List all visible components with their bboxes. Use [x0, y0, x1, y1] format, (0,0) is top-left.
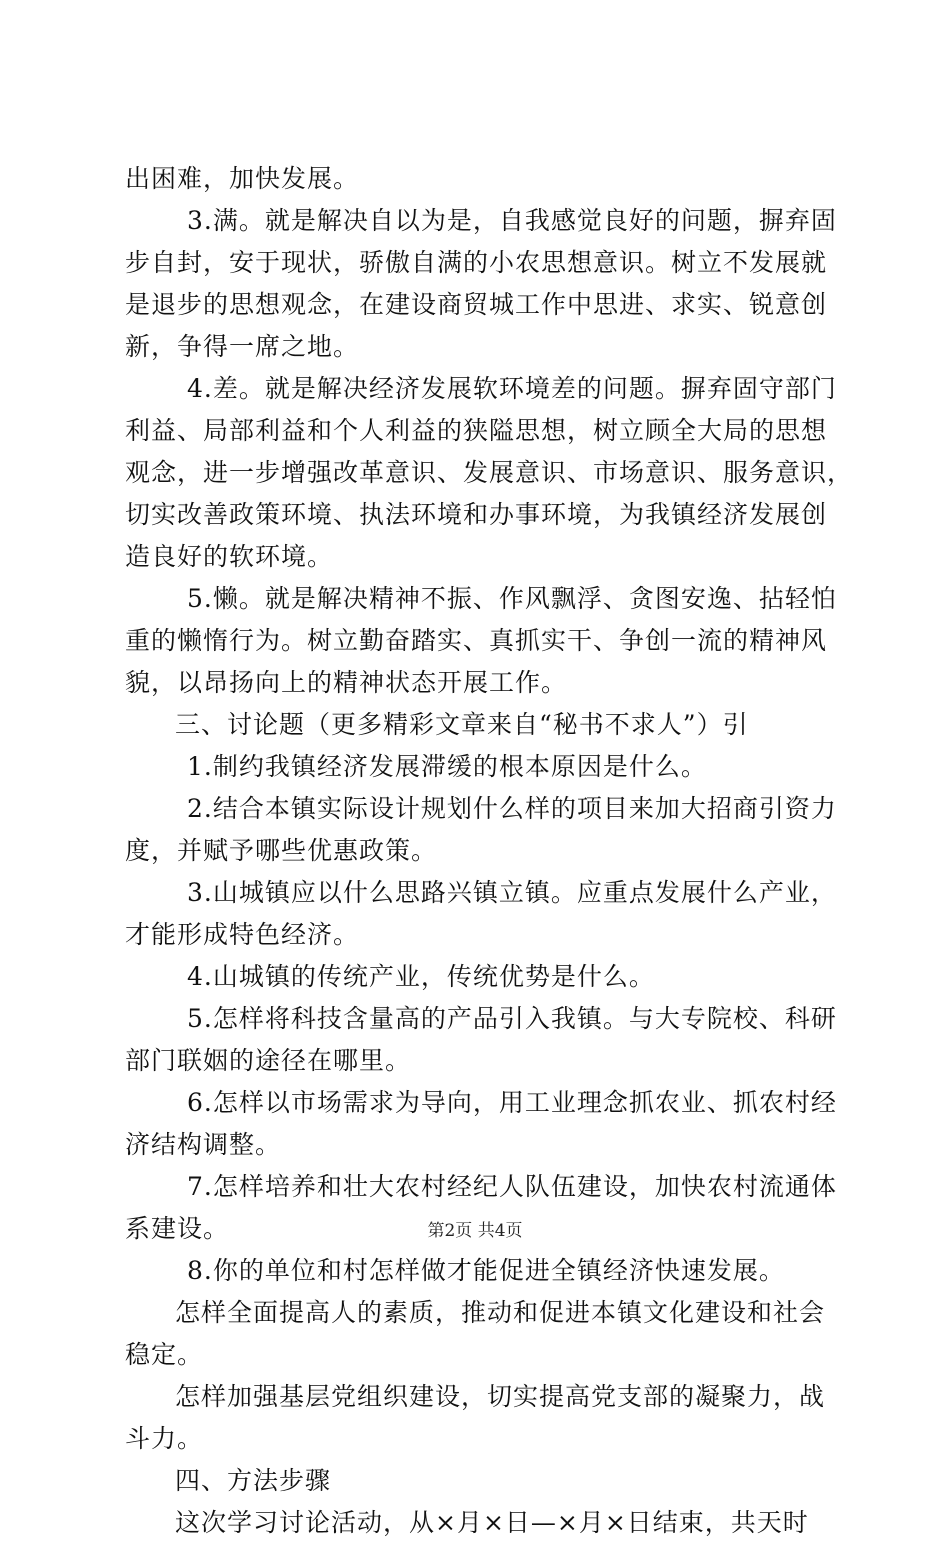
text-line: 度，并赋予哪些优惠政策。	[125, 836, 438, 865]
text-line: 4.山城镇的传统产业，传统优势是什么。	[187, 962, 655, 991]
text-line: 5.怎样将科技含量高的产品引入我镇。与大专院校、科研	[187, 1004, 837, 1033]
text-line: 1.制约我镇经济发展滞缓的根本原因是什么。	[187, 752, 707, 781]
text-line: 观念，进一步增强改革意识、发展意识、市场意识、服务意识，	[125, 458, 854, 487]
text-line: 怎样加强基层党组织建设，切实提高党支部的凝聚力，战	[175, 1382, 826, 1411]
text-line: 系建设。	[125, 1214, 230, 1243]
text-line: 切实改善政策环境、执法环境和办事环境，为我镇经济发展创	[125, 500, 828, 529]
text-line: 怎样全面提高人的素质，推动和促进本镇文化建设和社会	[175, 1298, 826, 1327]
document-body	[125, 158, 854, 1544]
text-line: 4.差。就是解决经济发展软环境差的问题。摒弃固守部门	[187, 374, 837, 403]
text-line: 8.你的单位和村怎样做才能促进全镇经济快速发展。	[187, 1256, 785, 1285]
section-heading: 三、讨论题（更多精彩文章来自“秘书不求人”）引	[175, 710, 749, 739]
text-line: 才能形成特色经济。	[125, 920, 360, 949]
text-line: 是退步的思想观念，在建设商贸城工作中思进、求实、锐意创	[125, 290, 828, 319]
text-line: 2.结合本镇实际设计规划什么样的项目来加大招商引资力	[187, 794, 837, 823]
page-footer: 第2页 共4页	[427, 1221, 523, 1241]
text-line: 貌，以昂扬向上的精神状态开展工作。	[125, 668, 568, 697]
text-line: 造良好的软环境。	[125, 542, 334, 571]
text-line: 稳定。	[125, 1340, 204, 1369]
text-line: 重的懒惰行为。树立勤奋踏实、真抓实干、争创一流的精神风	[125, 626, 828, 655]
text-line: 5.懒。就是解决精神不振、作风飘浮、贪图安逸、拈轻怕	[187, 584, 837, 613]
text-line: 7.怎样培养和壮大农村经纪人队伍建设，加快农村流通体	[187, 1172, 837, 1201]
text-line: 新，争得一席之地。	[125, 332, 360, 361]
text-line: 济结构调整。	[125, 1130, 282, 1159]
text-line: 3.山城镇应以什么思路兴镇立镇。应重点发展什么产业，	[187, 878, 837, 907]
text-line: 出困难，加快发展。	[125, 164, 360, 193]
text-line: 斗力。	[125, 1424, 204, 1453]
text-line: 6.怎样以市场需求为导向，用工业理念抓农业、抓农村经	[187, 1088, 837, 1117]
text-line: 步自封，安于现状，骄傲自满的小农思想意识。树立不发展就	[125, 248, 828, 277]
text-line: 部门联姻的途径在哪里。	[125, 1046, 412, 1075]
section-heading: 四、方法步骤	[175, 1466, 332, 1495]
text-line: 利益、局部利益和个人利益的狭隘思想，树立顾全大局的思想	[125, 416, 828, 445]
text-line: 这次学习讨论活动，从×月×日—×月×日结束，共天时	[175, 1508, 809, 1537]
text-line: 3.满。就是解决自以为是，自我感觉良好的问题，摒弃固	[187, 206, 837, 235]
